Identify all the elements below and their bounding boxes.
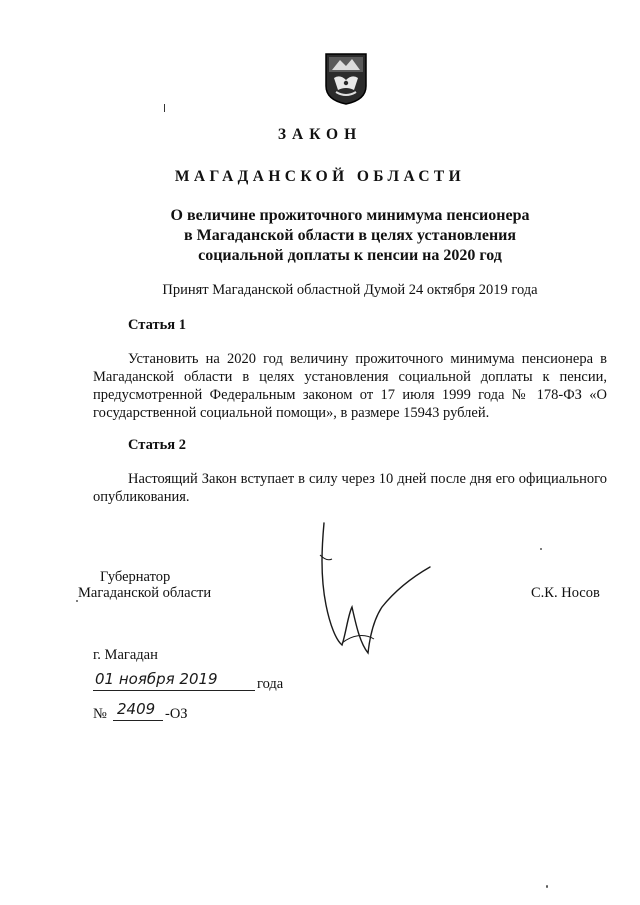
subject-line: О величине прожиточного минимума пенсионера	[170, 207, 530, 224]
article-2-heading: Статья 2	[128, 437, 186, 453]
subject-line: в Магаданской области в целях установления	[183, 227, 517, 244]
subject-line: социальной доплаты к пенсии на 2020 год	[198, 247, 502, 264]
region-title: МАГАДАНСКОЙ ОБЛАСТИ	[174, 168, 466, 185]
number-sign: №	[93, 706, 107, 722]
handwritten-number: 2409	[117, 700, 156, 718]
number-suffix: -ОЗ	[165, 706, 188, 722]
city-label: г. Магадан	[93, 647, 158, 663]
coat-of-arms-icon	[324, 52, 368, 106]
scan-mark	[164, 104, 165, 112]
document-type-title: ЗАКОН	[277, 126, 363, 143]
handwritten-signature-icon	[312, 515, 442, 665]
scan-speck	[546, 885, 548, 888]
governor-name: С.К. Носов	[531, 585, 600, 601]
handwritten-date: 01 ноября 2019	[95, 670, 218, 688]
date-suffix: года	[257, 676, 284, 692]
adoption-note: Принят Магаданской областной Думой 24 октября 2019 года	[162, 282, 538, 298]
governor-region: Магаданской области	[78, 585, 212, 601]
article-1-heading: Статья 1	[128, 317, 186, 333]
signing-date	[93, 672, 293, 694]
scan-speck	[76, 600, 78, 602]
date-underline	[93, 690, 255, 691]
scan-speck	[540, 548, 542, 550]
number-underline	[113, 720, 163, 721]
article-1-text: Установить на 2020 год величину прожиточного минимума пенсионера в Магаданской области в целях установления социальной доплаты к пенсии, предусмотренной Федеральным законом от 17 июля 1999 года № 178-ФЗ «О государственной социальной помощи», в размере 15943 рублей.	[93, 351, 607, 421]
law-number	[93, 702, 253, 724]
law-subject-heading	[100, 206, 600, 266]
governor-title: Губернатор	[100, 569, 171, 585]
article-2-text: Настоящий Закон вступает в силу через 10 дней после дня его официального опубликования.	[93, 471, 607, 505]
